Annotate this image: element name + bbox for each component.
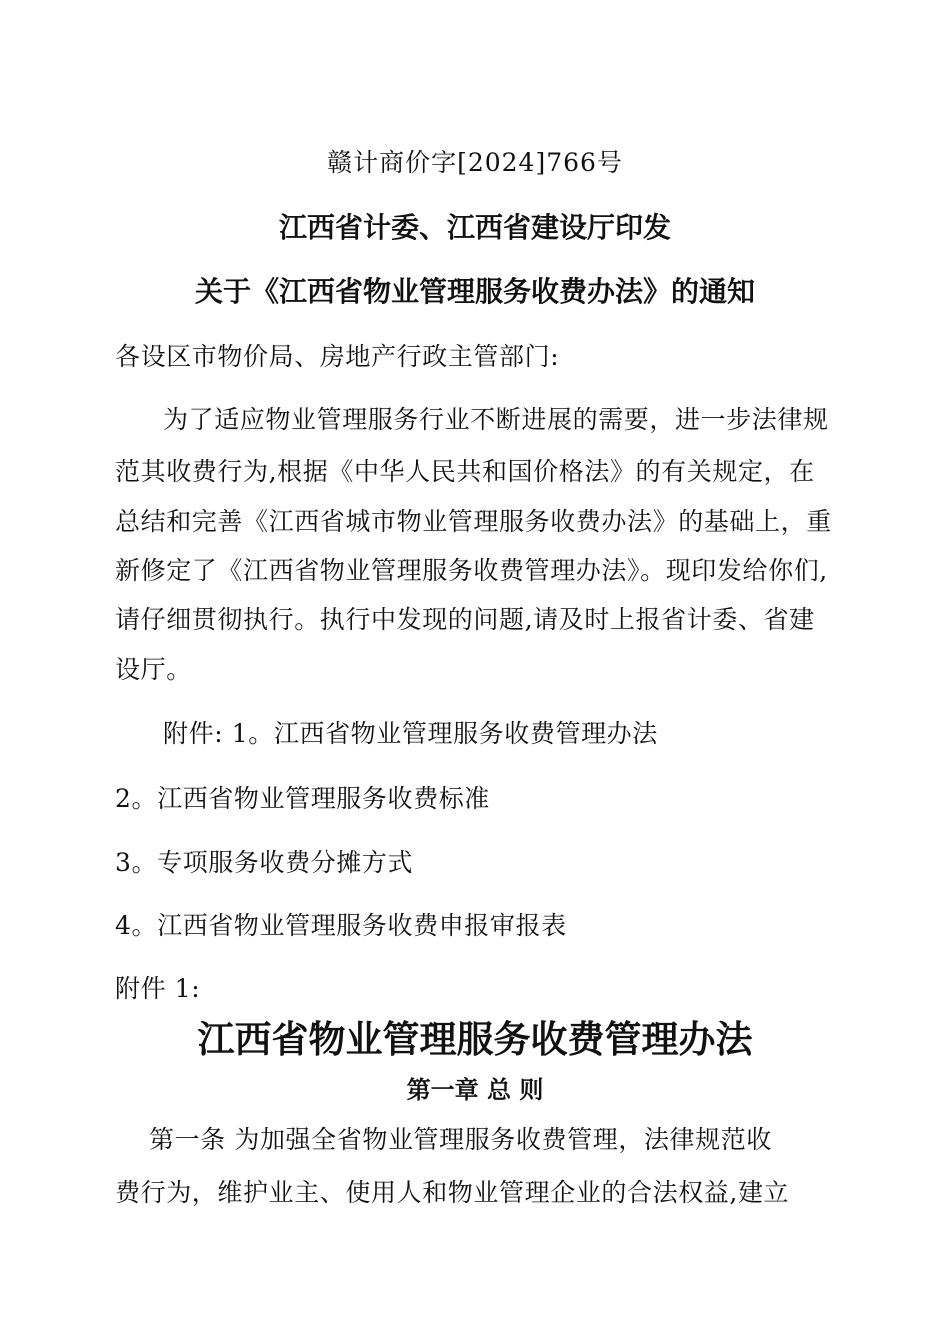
appendix-title: 江西省物业管理服务收费管理办法 [197, 1018, 753, 1061]
paragraph-line: 请仔细贯彻执行。执行中发现的问题,请及时上报省计委、省建 [115, 605, 815, 634]
article-line: 第一条 为加强全省物业管理服务收费管理，法律规范收 [149, 1125, 772, 1154]
notice-title-line-2: 关于《江西省物业管理服务收费办法》的通知 [194, 275, 755, 308]
document-number: 赣计商价字[2024]766号 [327, 148, 623, 177]
attachment-item: 4。江西省物业管理服务收费申报审报表 [115, 911, 567, 940]
paragraph-line: 总结和完善《江西省城市物业管理服务收费办法》的基础上，重 [115, 507, 832, 536]
paragraph-line: 设厅。 [115, 655, 192, 684]
attachment-item: 2。江西省物业管理服务收费标准 [115, 784, 490, 813]
chapter-heading: 第一章 总 则 [406, 1076, 544, 1104]
attachment-list-first: 附件: 1。江西省物业管理服务收费管理办法 [163, 719, 658, 748]
attachment-item: 3。专项服务收费分摊方式 [115, 848, 414, 877]
notice-title-line-1: 江西省计委、江西省建设厅印发 [278, 211, 671, 244]
paragraph-line: 新修定了《江西省物业管理服务收费管理办法》。现印发给你们, [115, 556, 828, 585]
paragraph-line: 范其收费行为,根据《中华人民共和国价格法》的有关规定，在 [115, 457, 815, 486]
appendix-label: 附件 1: [115, 974, 201, 1003]
paragraph-line: 为了适应物业管理服务行业不断进展的需要，进一步法律规 [163, 405, 829, 434]
article-line: 费行为，维护业主、使用人和物业管理企业的合法权益,建立 [115, 1178, 790, 1207]
salutation: 各设区市物价局、房地产行政主管部门: [115, 342, 560, 371]
